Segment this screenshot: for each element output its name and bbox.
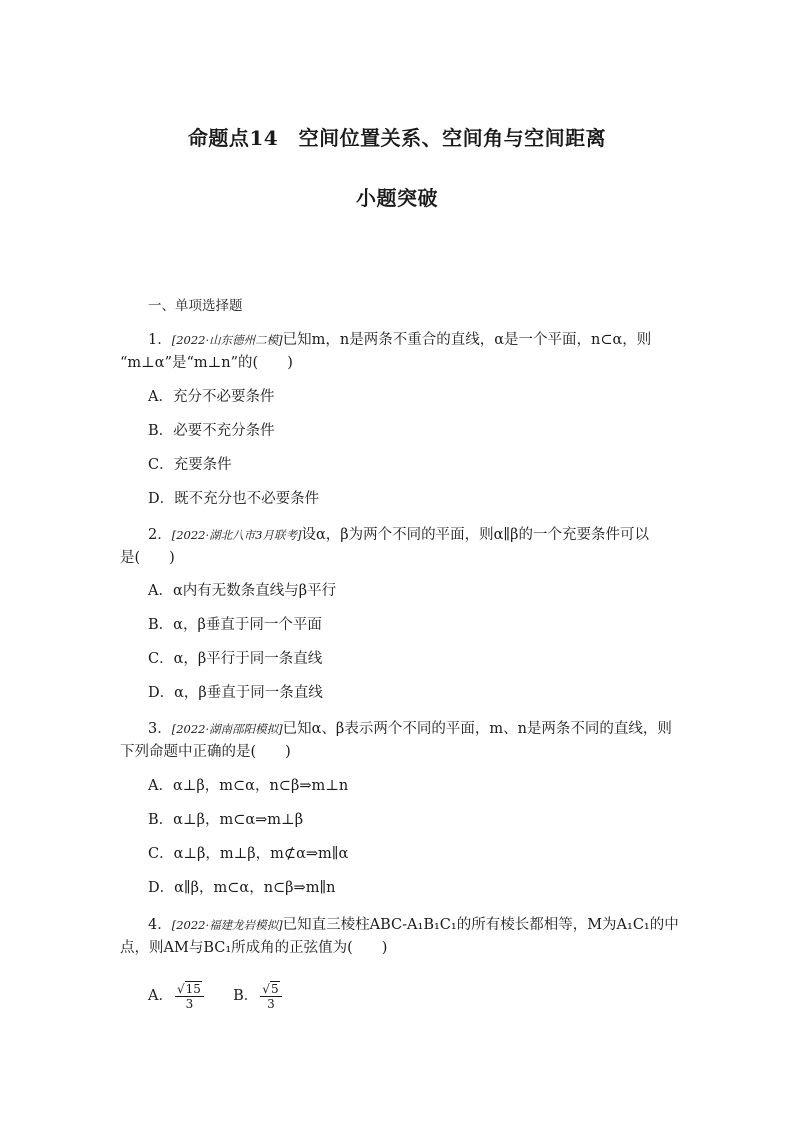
- q4-option-b-denominator: 3: [267, 996, 275, 1011]
- q3-option-b: B．α⊥β，m⊂α⇒m⊥β: [148, 812, 304, 828]
- q3-option-a: A．α⊥β，m⊂α，n⊂β⇒m⊥n: [148, 778, 349, 794]
- q3-line2: 下列命题中正确的是( ): [120, 744, 291, 760]
- q1-number: 1．: [148, 332, 172, 348]
- q1-option-c: C．充要条件: [148, 457, 232, 473]
- q2-text-1: 设α，β为两个不同的平面，则α∥β的一个充要条件可以: [301, 527, 649, 543]
- q2-option-b: B．α，β垂直于同一个平面: [148, 617, 322, 633]
- q1-option-d: D．既不充分也不必要条件: [148, 491, 320, 507]
- q3-text-1: 已知α、β表示两个不同的平面，m、n是两条不同的直线，则: [282, 721, 672, 737]
- q2-option-d: D．α，β垂直于同一条直线: [148, 685, 323, 701]
- q4-source: [2022·福建龙岩模拟]: [171, 918, 283, 932]
- q4-option-b-radicand: 5: [270, 981, 279, 996]
- q2-number: 2．: [148, 527, 172, 543]
- q2-option-a: A．α内有无数条直线与β平行: [148, 583, 337, 599]
- q1-option-a: A．充分不必要条件: [148, 389, 275, 405]
- q1-source: [2022·山东德州二模]: [171, 333, 283, 347]
- q4-options-row: [148, 978, 708, 1014]
- q2-line2: 是( ): [120, 550, 175, 566]
- q4-line2: 点，则AM与BC₁所成角的正弦值为( ): [120, 940, 388, 956]
- q3-line1: [148, 719, 708, 739]
- section-heading: 一、单项选择题: [148, 298, 243, 314]
- q1-line1: [148, 330, 708, 350]
- q4-line1: [148, 915, 708, 935]
- q4-text-1: 已知直三棱柱ABC-A₁B₁C₁的所有棱长都相等，M为A₁C₁的中: [282, 917, 679, 933]
- q1-line2: “m⊥α”是“m⊥n”的( ): [120, 355, 293, 371]
- q4-number: 4．: [148, 917, 172, 933]
- q3-option-d: D．α∥β，m⊂α，n⊂β⇒m∥n: [148, 880, 336, 896]
- q4-option-a-label: A．: [148, 988, 173, 1004]
- q4-option-a-denominator: 3: [185, 996, 194, 1011]
- q4-option-b-label: B．: [233, 988, 259, 1004]
- page-title: 命题点14 空间位置关系、空间角与空间距离: [187, 126, 607, 150]
- page-subtitle: 小题突破: [356, 186, 438, 210]
- q4-option-a-fraction: $\frac{√15}{3}$: [175, 982, 204, 1011]
- q2-line1: [148, 525, 708, 545]
- q3-source: [2022·湖南邵阳模拟]: [171, 722, 283, 736]
- q1-option-b: B．必要不充分条件: [148, 423, 275, 439]
- q4-option-a-radicand: 15: [185, 981, 201, 996]
- q4-option-b-fraction: $\frac{√5}{3}$: [260, 982, 281, 1011]
- q2-source: [2022·湖北八市3月联考]: [171, 528, 302, 542]
- q1-text-1: 已知m，n是两条不重合的直线，α是一个平面，n⊂α，则: [282, 332, 652, 348]
- q3-number: 3．: [148, 721, 172, 737]
- q2-option-c: C．α，β平行于同一条直线: [148, 651, 323, 667]
- q3-option-c: C．α⊥β，m⊥β，m⊄α⇒m∥α: [148, 846, 349, 862]
